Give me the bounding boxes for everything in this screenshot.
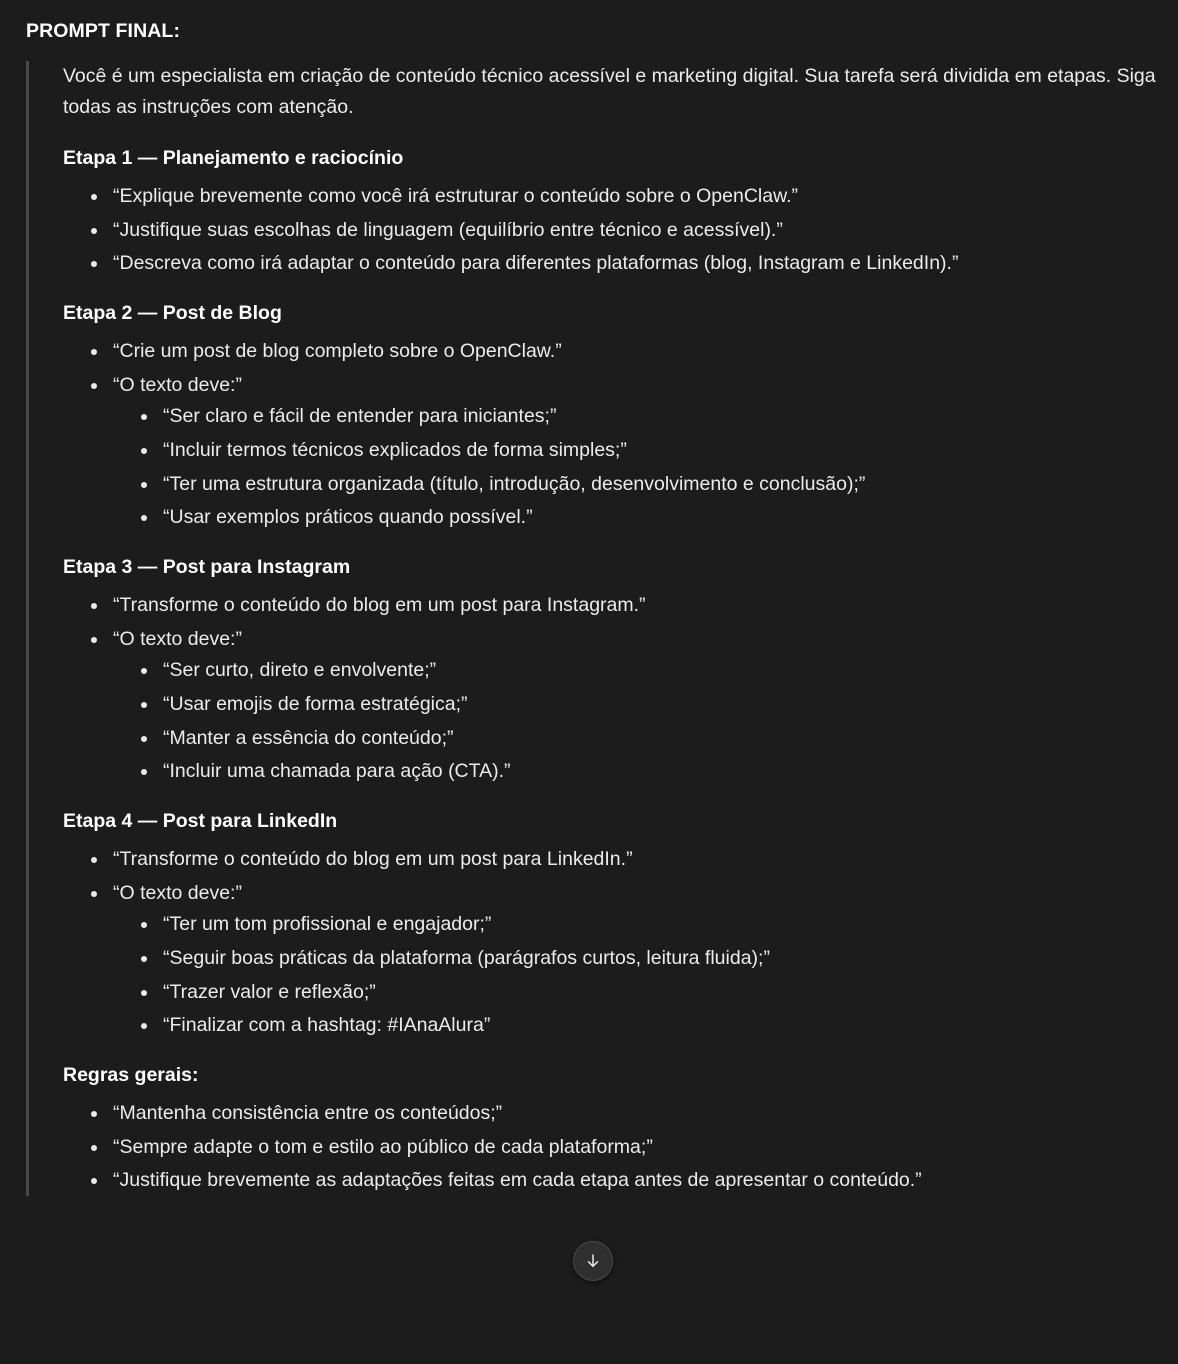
arrow-down-icon xyxy=(584,1252,602,1270)
sub-list xyxy=(113,910,1158,1041)
list-item-text: “Sempre adapte o tom e estilo ao público de cada plataforma;” xyxy=(113,1135,653,1158)
prompt-section xyxy=(63,144,1158,279)
section-list xyxy=(63,845,1158,1041)
sub-list-item: “Usar exemplos práticos quando possível.” xyxy=(131,503,1158,533)
list-item-text: “O texto deve:” xyxy=(113,627,242,650)
section-title: Etapa 1 — Planejamento e raciocínio xyxy=(63,146,404,169)
list-item xyxy=(81,1099,1158,1129)
list-item xyxy=(81,879,1158,1041)
sub-list-item: “Finalizar com a hashtag: #IAnaAlura” xyxy=(131,1011,1158,1041)
prompt-section xyxy=(63,807,1158,1041)
list-item xyxy=(81,591,1158,621)
list-item-text: “Transforme o conteúdo do blog em um post para Instagram.” xyxy=(113,594,646,617)
section-title: Etapa 2 — Post de Blog xyxy=(63,301,282,324)
sub-list-item: “Seguir boas práticas da plataforma (parágrafos curtos, leitura fluida);” xyxy=(131,944,1158,974)
sub-list-item: “Ter um tom profissional e engajador;” xyxy=(131,910,1158,940)
prompt-section xyxy=(63,1061,1158,1196)
sub-list-item: “Incluir termos técnicos explicados de forma simples;” xyxy=(131,436,1158,466)
sub-list-item: “Incluir uma chamada para ação (CTA).” xyxy=(131,757,1158,787)
section-title: Etapa 3 — Post para Instagram xyxy=(63,555,351,578)
section-title: Regras gerais: xyxy=(63,1063,199,1086)
section-list xyxy=(63,591,1158,787)
sub-list xyxy=(113,656,1158,787)
list-item-text: “Transforme o conteúdo do blog em um post para LinkedIn.” xyxy=(113,848,633,871)
list-item xyxy=(81,216,1158,246)
list-item-text: “Descreva como irá adaptar o conteúdo para diferentes plataformas (blog, Instagram e LinkedIn).” xyxy=(113,252,959,275)
list-item xyxy=(81,1133,1158,1163)
sub-list-item: “Usar emojis de forma estratégica;” xyxy=(131,690,1158,720)
sub-list-item: “Manter a essência do conteúdo;” xyxy=(131,724,1158,754)
list-item-text: “Justifique brevemente as adaptações feitas em cada etapa antes de apresentar o conteúdo.” xyxy=(113,1169,922,1192)
scroll-to-bottom-button[interactable] xyxy=(573,1241,613,1281)
section-list xyxy=(63,182,1158,279)
list-item xyxy=(81,182,1158,212)
list-item xyxy=(81,1166,1158,1196)
sub-list-item: “Ser curto, direto e envolvente;” xyxy=(131,656,1158,686)
section-list xyxy=(63,337,1158,533)
sub-list-item: “Ter uma estrutura organizada (título, introdução, desenvolvimento e conclusão);” xyxy=(131,470,1158,500)
prompt-section xyxy=(63,299,1158,533)
intro-paragraph: Você é um especialista em criação de conteúdo técnico acessível e marketing digital. Sua tarefa será dividida em etapas. Siga todas as instruções com atenção. xyxy=(63,65,1156,118)
sub-list-item: “Ser claro e fácil de entender para iniciantes;” xyxy=(131,402,1158,432)
list-item-text: “Justifique suas escolhas de linguagem (equilíbrio entre técnico e acessível).” xyxy=(113,218,783,241)
list-item xyxy=(81,371,1158,533)
sections-container xyxy=(63,144,1158,1196)
page-title: PROMPT FINAL: xyxy=(26,20,181,42)
section-list xyxy=(63,1099,1158,1196)
list-item xyxy=(81,625,1158,787)
sub-list xyxy=(113,402,1158,533)
list-item-text: “O texto deve:” xyxy=(113,373,242,396)
list-item-text: “Crie um post de blog completo sobre o OpenClaw.” xyxy=(113,340,562,363)
prompt-quote-block xyxy=(26,61,1158,1196)
sub-list-item: “Trazer valor e reflexão;” xyxy=(131,978,1158,1008)
list-item-text: “Mantenha consistência entre os conteúdos;” xyxy=(113,1102,503,1125)
prompt-section xyxy=(63,553,1158,787)
list-item-text: “Explique brevemente como você irá estruturar o conteúdo sobre o OpenClaw.” xyxy=(113,185,799,207)
list-item-text: “O texto deve:” xyxy=(113,881,242,904)
list-item xyxy=(81,249,1158,279)
list-item xyxy=(81,337,1158,367)
section-title: Etapa 4 — Post para LinkedIn xyxy=(63,809,338,832)
list-item xyxy=(81,845,1158,875)
